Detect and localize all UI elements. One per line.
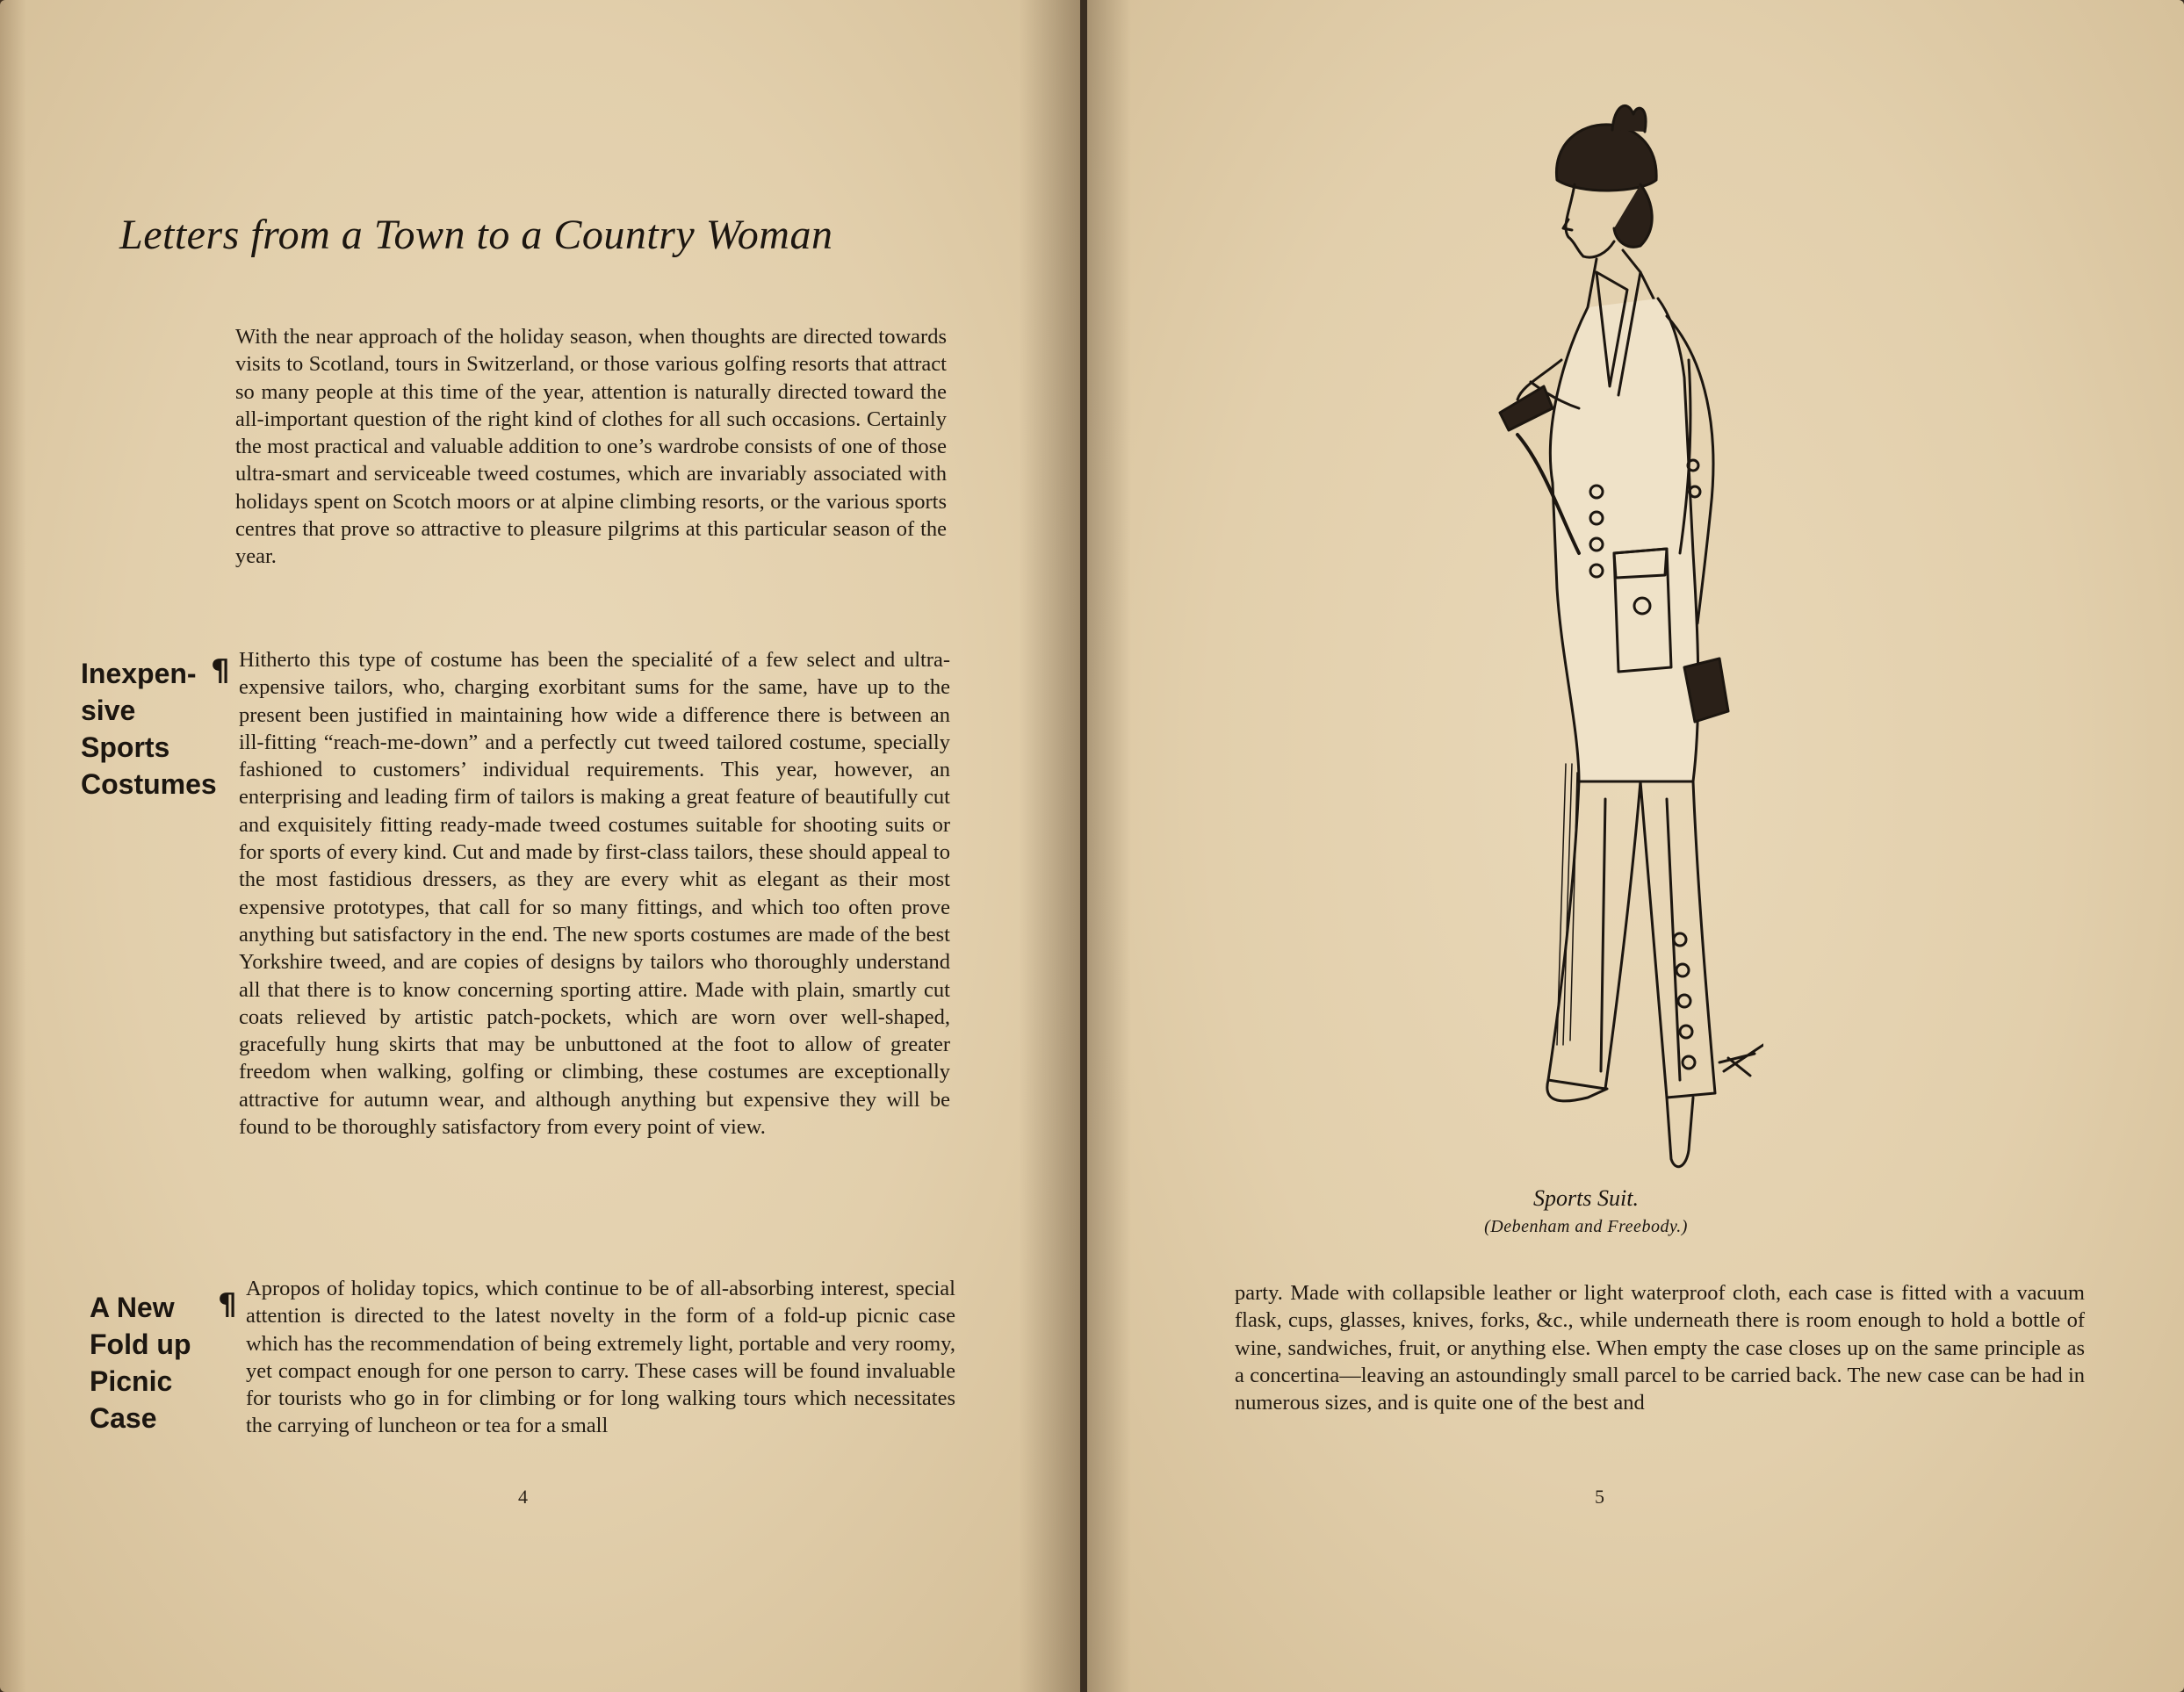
pilcrow-icon: ¶ [218, 1287, 237, 1322]
woman-sports-suit-illustration [1377, 97, 1763, 1185]
gutter-shadow [1087, 0, 1131, 1692]
left-page [0, 0, 1080, 1692]
picnic-case-paragraph: Apropos of holiday topics, which continue to be of all-absorbing interest, special attention is directed to the latest novelty in the form of a fold-up picnic case which has the recommendation of being extremely light, portable and very roomy, yet compact enough for one person to carry. These cases will be found invaluable for tourists who go in for climbing or for long walking tours which necessitates the carrying of luncheon or tea for a small [246, 1277, 955, 1438]
intro-paragraph: With the near approach of the holiday season, when thoughts are directed towards visits to Scotland, tours in Switzerland, or those various golfing resorts that attract so many people at this time of the year, attention is naturally directed toward the all-important question of the right kind of clothes for all such occasions. Certainly the most practical and valuable addition to one’s wardrobe consists of one of those ultra-smart and serviceable tweed costumes, which are invariably associated with holidays spent on Scotch moors or at alpine climbing resorts, or the various sports centres that prove so attractive to pleasure pilgrims at this particular season of the year. [235, 325, 947, 569]
right-page [1087, 0, 2184, 1692]
caption-title: Sports Suit. [1533, 1185, 1639, 1211]
continued-paragraph: party. Made with collapsible leather or light waterproof cloth, each case is fitted with a vacuum flask, cups, glasses, knives, forks, &c., while underneath there is room enough to hold a bottle of wine, sandwiches, fruit, or anything else. When empty the case closes up on the same principle as a concertina—leaving an astoundingly small parcel to be carried back. The new case can be had in numerous sizes, and is quite one of the best and [1235, 1281, 2085, 1415]
pilcrow-icon: ¶ [211, 653, 230, 688]
page-number: 5 [1595, 1486, 1604, 1508]
article-title: Letters from a Town to a Country Woman [119, 212, 833, 258]
side-heading-sports-costumes: Inexpen- sive Sports Costumes [81, 658, 217, 800]
caption-credit: (Debenham and Freebody.) [1484, 1217, 1688, 1236]
gutter-shadow [1019, 0, 1080, 1692]
page-number: 4 [518, 1486, 528, 1508]
illustration-caption [1366, 1185, 1806, 1237]
side-heading-picnic-case: A New Fold up Picnic Case [90, 1292, 191, 1434]
sports-costumes-paragraph: Hitherto this type of costume has been the specialité of a few select and ultra-expensive tailors, who, charging exorbitant sums for the same, have up to the present been justified in maintaining how wide a difference there is between an ill-fitting “reach-me-down” and a perfectly cut tweed tailored costume, specially fashioned to customers’ individual requirements. This year, however, an enterprising and leading firm of tailors is making a great feature of beautifully cut and exquisitely fitting ready-made tweed costumes suitable for shooting suits or for sports of every kind. Cut and made by first-class tailors, these should appeal to the most fastidious dressers, as they are every whit as elegant as their most expensive prototypes, that call for so many fittings, and which too often prove anything but satisfactory in the end. The new sports costumes are made of the best Yorkshire tweed, and are copies of designs by tailors who thoroughly understand all that there is to know concerning sporting attire. Made with plain, smartly cut coats relieved by artistic patch-pockets, which are worn over well-shaped, gracefully hung skirts that may be unbuttoned at the foot to allow of greater freedom when walking, golfing or climbing, these costumes are exceptionally attractive for autumn wear, and although anything but expensive they will be found to be thoroughly satisfactory from every point of view. [239, 648, 950, 1140]
page-edge-shadow [0, 0, 26, 1692]
